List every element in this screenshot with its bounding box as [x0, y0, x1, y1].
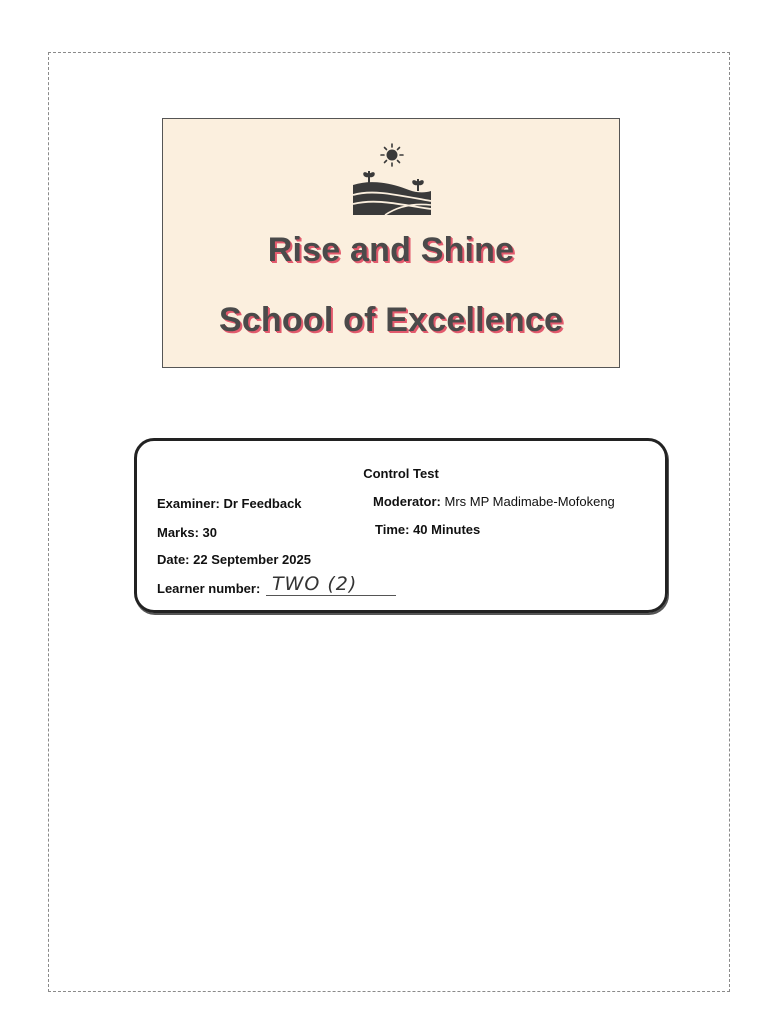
marks-label: Marks: [157, 525, 199, 540]
sun-farm-landscape-icon [351, 143, 433, 217]
moderator-label: Moderator: [373, 494, 441, 509]
marks-value: 30 [202, 525, 218, 540]
time-value: 40 Minutes [413, 522, 481, 537]
moderator-field [373, 494, 615, 509]
date-field [157, 552, 311, 567]
test-info-box [134, 438, 668, 613]
learner-number-handwritten-value: TWO (2) [271, 573, 358, 595]
moderator-value: Mrs MP Madimabe-Mofokeng [444, 494, 615, 509]
school-banner [162, 118, 620, 368]
test-title: Control Test [363, 466, 439, 481]
examiner-label: Examiner: [157, 496, 220, 511]
examiner-field [157, 496, 302, 511]
time-field [375, 522, 480, 537]
time-label: Time: [375, 522, 410, 537]
school-name-line2: School of Excellence [218, 301, 564, 339]
examiner-value: Dr Feedback [223, 496, 302, 511]
date-label: Date: [157, 552, 190, 567]
learner-number-field [157, 573, 396, 596]
school-name-line1: Rise and Shine [267, 231, 515, 269]
marks-field [157, 525, 217, 540]
learner-number-line [266, 573, 396, 596]
date-value: 22 September 2025 [193, 552, 311, 567]
learner-number-label: Learner number: [157, 581, 261, 596]
